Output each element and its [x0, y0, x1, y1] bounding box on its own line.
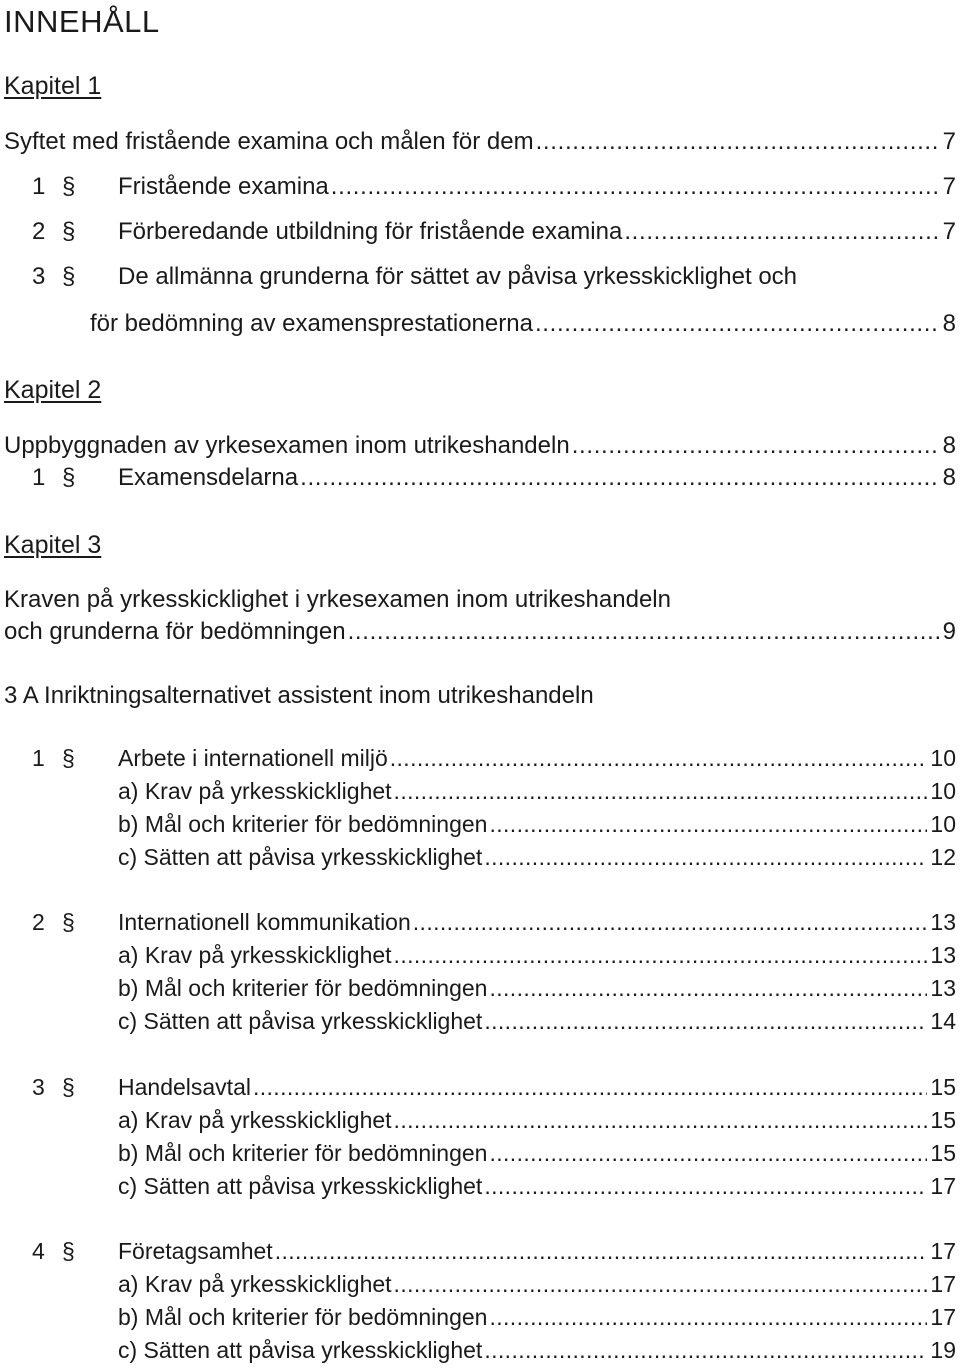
dot-leader	[489, 1140, 927, 1167]
toc-entry[interactable]	[32, 464, 956, 492]
page-title: INNEHÅLL	[4, 4, 160, 39]
toc-entry-label: b) Mål och kriterier för bedömningen	[118, 1140, 488, 1166]
toc-page-number: 12	[930, 844, 956, 870]
toc-page-number: 17	[930, 1271, 956, 1297]
chapter-3-link[interactable]: Kapitel 3	[4, 531, 102, 559]
toc-subentry[interactable]	[32, 975, 956, 1002]
section-number: 1	[32, 173, 46, 200]
dot-leader	[394, 1271, 928, 1298]
toc-entry-label: Examensdelarna	[118, 464, 299, 491]
toc-entry-label: Fristående examina	[118, 173, 329, 200]
toc-entry[interactable]	[4, 432, 956, 460]
section-sign-icon: §	[62, 745, 75, 771]
dot-leader	[253, 1074, 927, 1101]
toc-page-number: 10	[930, 778, 956, 804]
dot-leader	[300, 464, 940, 492]
toc-page-number: 15	[930, 1074, 956, 1100]
toc-subentry[interactable]	[32, 778, 956, 805]
toc-page-number: 17	[930, 1304, 956, 1330]
toc-entry[interactable]	[4, 618, 956, 646]
toc-page-number: 14	[930, 1008, 956, 1034]
section-sign-icon: §	[62, 909, 75, 935]
dot-leader	[624, 218, 939, 246]
toc-entry-label: b) Mål och kriterier för bedömningen	[118, 975, 488, 1001]
dot-leader	[489, 975, 927, 1002]
toc-subentry[interactable]	[32, 1173, 956, 1200]
toc-entry[interactable]	[4, 128, 956, 156]
section-sign-icon: §	[62, 263, 76, 290]
dot-leader	[572, 432, 940, 460]
dot-leader	[394, 778, 928, 805]
toc-entry-label: a) Krav på yrkesskicklighet	[118, 1107, 392, 1133]
toc-entry[interactable]	[32, 173, 956, 201]
section-number: 2	[32, 218, 46, 245]
toc-entry-label: och grunderna för bedömningen	[4, 618, 346, 645]
toc-entry-label: a) Krav på yrkesskicklighet	[118, 778, 392, 804]
toc-page-number: 8	[942, 310, 956, 337]
section-number: 1	[32, 464, 46, 491]
toc-entry[interactable]	[32, 263, 956, 291]
toc-page-number: 7	[942, 173, 956, 200]
section-sign-icon: §	[62, 218, 76, 245]
toc-subentry[interactable]	[32, 1140, 956, 1167]
toc-subentry[interactable]	[32, 1304, 956, 1331]
toc-entry-label: Förberedande utbildning för fristående examina	[118, 218, 623, 245]
toc-entry-label: c) Sätten att påvisa yrkesskicklighet	[118, 1337, 483, 1363]
toc-entry-label: Internationell kommunikation	[118, 909, 411, 935]
section-number: 3	[32, 263, 46, 290]
toc-entry-label: De allmänna grunderna för sättet av påvisa yrkesskicklighet och	[118, 263, 798, 290]
dot-leader	[413, 909, 928, 936]
toc-page-number: 7	[942, 128, 956, 155]
toc-subentry[interactable]	[32, 1107, 956, 1134]
toc-subentry[interactable]	[32, 844, 956, 871]
toc-entry-label: Syftet med fristående examina och målen för dem	[4, 128, 534, 155]
chapter-1-link[interactable]: Kapitel 1	[4, 72, 102, 100]
toc-entry-continuation[interactable]	[90, 310, 956, 338]
toc-entry-label: b) Mål och kriterier för bedömningen	[118, 811, 488, 837]
toc-entry-label: a) Krav på yrkesskicklighet	[118, 1271, 392, 1297]
toc-page-number: 8	[942, 432, 956, 459]
toc-entry-label: c) Sätten att påvisa yrkesskicklighet	[118, 1173, 483, 1199]
dot-leader	[390, 745, 928, 772]
toc-entry-label: Handelsavtal	[118, 1074, 251, 1100]
toc-page-number: 9	[942, 618, 956, 645]
dot-leader	[348, 618, 940, 646]
toc-page-number: 15	[930, 1107, 956, 1133]
section-number: 1	[32, 745, 45, 771]
toc-page-number: 8	[942, 464, 956, 491]
toc-page-number: 13	[930, 909, 956, 935]
toc-subentry[interactable]	[32, 1008, 956, 1035]
toc-entry-label: b) Mål och kriterier för bedömningen	[118, 1304, 488, 1330]
subchapter-heading: 3 A Inriktningsalternativet assistent inom utrikeshandeln	[4, 682, 594, 709]
dot-leader	[275, 1238, 928, 1265]
toc-entry-label: Arbete i internationell miljö	[118, 745, 388, 771]
section-number: 3	[32, 1074, 45, 1100]
toc-entry[interactable]	[32, 745, 956, 772]
section-sign-icon: §	[62, 173, 76, 200]
dot-leader	[535, 310, 940, 338]
toc-page-number: 19	[930, 1337, 956, 1363]
toc-page-number: 13	[930, 975, 956, 1001]
toc-entry[interactable]	[32, 1074, 956, 1101]
toc-entry[interactable]	[32, 909, 956, 936]
toc-page-number: 10	[930, 811, 956, 837]
toc-subentry[interactable]	[32, 942, 956, 969]
dot-leader	[484, 1008, 927, 1035]
toc-subentry[interactable]	[32, 811, 956, 838]
toc-page-number: 17	[930, 1238, 956, 1264]
section-sign-icon: §	[62, 464, 76, 491]
dot-leader	[484, 1173, 927, 1200]
toc-subentry[interactable]	[32, 1271, 956, 1298]
toc-entry-label: Företagsamhet	[118, 1238, 273, 1264]
dot-leader	[394, 1107, 928, 1134]
toc-page-number: 10	[930, 745, 956, 771]
toc-entry-label: c) Sätten att påvisa yrkesskicklighet	[118, 1008, 483, 1034]
dot-leader	[484, 1337, 927, 1364]
toc-page-number: 13	[930, 942, 956, 968]
dot-leader	[489, 1304, 927, 1331]
dot-leader	[536, 128, 940, 156]
dot-leader	[394, 942, 928, 969]
toc-entry-label: Kraven på yrkesskicklighet i yrkesexamen inom utrikeshandeln	[4, 586, 671, 613]
toc-entry[interactable]	[32, 1238, 956, 1265]
toc-page-number: 15	[930, 1140, 956, 1166]
section-number: 2	[32, 909, 45, 935]
dot-leader	[331, 173, 940, 201]
toc-entry-label: Uppbyggnaden av yrkesexamen inom utrikeshandeln	[4, 432, 570, 459]
section-number: 4	[32, 1238, 45, 1264]
dot-leader	[489, 811, 927, 838]
toc-entry[interactable]	[32, 218, 956, 246]
toc-page-number: 17	[930, 1173, 956, 1199]
toc-subentry[interactable]	[32, 1337, 956, 1364]
chapter-2-link[interactable]: Kapitel 2	[4, 376, 102, 404]
dot-leader	[484, 844, 927, 871]
toc-entry-label: c) Sätten att påvisa yrkesskicklighet	[118, 844, 483, 870]
toc-entry-label: för bedömning av examensprestationerna	[90, 310, 533, 337]
toc-entry-label: a) Krav på yrkesskicklighet	[118, 942, 392, 968]
section-sign-icon: §	[62, 1238, 75, 1264]
section-sign-icon: §	[62, 1074, 75, 1100]
toc-page-number: 7	[942, 218, 956, 245]
